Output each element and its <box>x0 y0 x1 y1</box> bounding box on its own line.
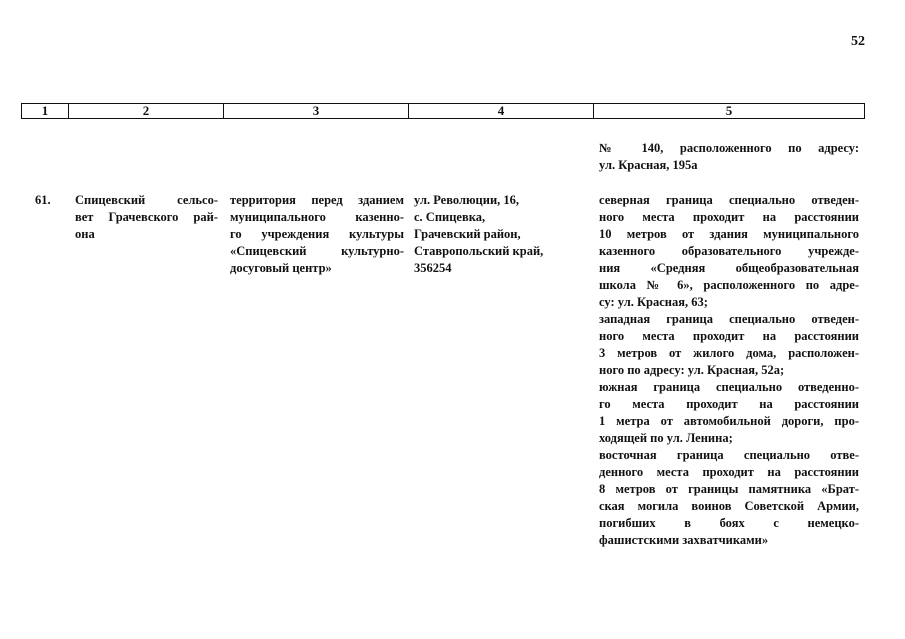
text-line: школа № 6», расположенного по адре- <box>599 278 859 292</box>
text-line: ходящей по ул. Ленина; <box>599 431 733 445</box>
text-line: го места проходит на расстоянии <box>599 397 859 411</box>
text-line: северная граница специально отведен- <box>599 193 859 207</box>
text-line: Спицевский сельсо- <box>75 193 218 207</box>
text-line: 8 метров от границы памятника «Брат- <box>599 482 859 496</box>
column-header-2: 2 <box>69 104 224 119</box>
column-header-4: 4 <box>409 104 594 119</box>
text-line: погибших в боях с немецко- <box>599 516 859 530</box>
page-number: 52 <box>851 34 865 49</box>
text-line: территория перед зданием <box>230 193 404 207</box>
column-header-5: 5 <box>594 104 865 119</box>
column-header-table <box>21 103 865 119</box>
text-line: ния «Средняя общеобразовательная <box>599 261 859 275</box>
column-header-3: 3 <box>224 104 409 119</box>
text-line: досуговый центр» <box>230 261 332 275</box>
continuation-text <box>599 140 859 174</box>
text-line: ская могила воинов Советской Армии, <box>599 499 859 513</box>
row-col3-territory <box>230 192 404 277</box>
text-line: муниципального казенно- <box>230 210 404 224</box>
text-line: восточная граница специально отве- <box>599 448 859 462</box>
text-line: фашистскими захватчиками» <box>599 533 769 547</box>
text-line: го учреждения культуры <box>230 227 404 241</box>
text-line: вет Грачевского рай- <box>75 210 218 224</box>
text-line: южная граница специально отведенно- <box>599 380 859 394</box>
text-line: ного по адресу: ул. Красная, 52а; <box>599 363 785 377</box>
text-line: Грачевский район, <box>414 227 521 241</box>
text-line: 3 метров от жилого дома, расположен- <box>599 346 859 360</box>
text-line: № 140, расположенного по адресу: <box>599 141 859 155</box>
text-line: су: ул. Красная, 63; <box>599 295 708 309</box>
text-line: она <box>75 227 95 241</box>
text-line: с. Спицевка, <box>414 210 486 224</box>
row-number: 61. <box>35 193 51 207</box>
text-line: ного места проходит на расстоянии <box>599 329 859 343</box>
row-col5-boundaries <box>599 192 859 549</box>
text-line: 10 метров от здания муниципального <box>599 227 859 241</box>
column-header-1: 1 <box>22 104 69 119</box>
column-header-row <box>22 104 865 119</box>
text-line: 1 метра от автомобильной дороги, про- <box>599 414 859 428</box>
text-line: западная граница специально отведен- <box>599 312 859 326</box>
text-line: денного места проходит на расстоянии <box>599 465 859 479</box>
text-line: 356254 <box>414 261 452 275</box>
text-line: «Спицевский культурно- <box>230 244 404 258</box>
row-col4-address <box>414 192 589 277</box>
text-line: Ставропольский край, <box>414 244 544 258</box>
text-line: ул. Красная, 195а <box>599 158 698 172</box>
text-line: казенного образовательного учрежде- <box>599 244 859 258</box>
text-line: ул. Революции, 16, <box>414 193 520 207</box>
text-line: ного места проходит на расстоянии <box>599 210 859 224</box>
row-col2-district <box>75 192 218 243</box>
